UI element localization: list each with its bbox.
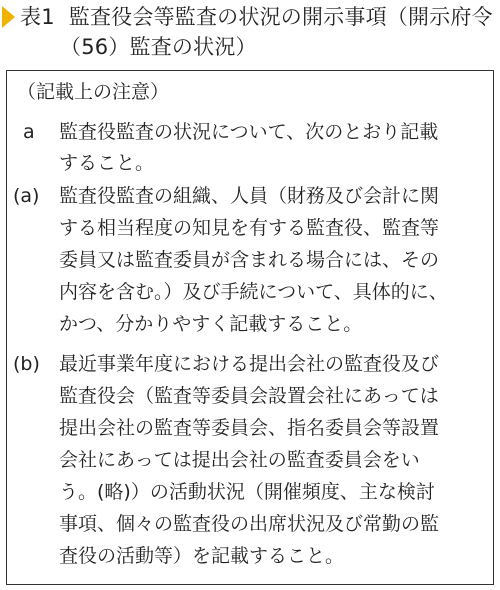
item-a-sub-mark: (a) bbox=[13, 185, 40, 207]
item-a-sub-line-3: 委員又は監査委員が含まれる場合には、その bbox=[59, 249, 440, 271]
item-a-sub-line-4: 内容を含む。）及び手続について、具体的に、 bbox=[59, 281, 448, 303]
item-b-sub-line-7: 査役の活動等）を記載すること。 bbox=[59, 545, 345, 567]
item-a-sub-line-5: かつ、分かりやすく記載すること。 bbox=[59, 313, 363, 335]
notes-heading: （記載上の注意） bbox=[17, 81, 170, 103]
caption-line-1 bbox=[20, 2, 493, 32]
item-b-sub-line-3: 提出会社の監査等委員会、指名委員会等設置 bbox=[59, 417, 440, 439]
item-a-mark: a bbox=[23, 121, 35, 143]
caption-line-2: （56）監査の状況） bbox=[60, 35, 257, 59]
item-a-sub-line-2: する相当程度の知見を有する監査役、監査等 bbox=[59, 217, 440, 239]
triangle-marker-icon bbox=[2, 6, 15, 28]
item-b-sub-mark: (b) bbox=[13, 353, 40, 375]
table-label: 表1 bbox=[20, 5, 55, 29]
item-b-sub-line-2: 監査役会（監査等委員会設置会社にあっては bbox=[59, 385, 439, 407]
item-a-line-1: 監査役監査の状況について、次のとおり記載 bbox=[59, 121, 439, 143]
table-caption bbox=[0, 0, 500, 62]
item-b-sub-line-1: 最近事業年度における提出会社の監査役及び bbox=[59, 353, 440, 375]
item-b-sub-line-5: う。(略)）の活動状況（開催頻度、主な検討 bbox=[59, 481, 435, 503]
caption-title-part-1: 監査役会等監査の状況の開示事項（開示府令 bbox=[68, 5, 493, 29]
item-b-sub-line-4: 会社にあっては提出会社の監査委員会をい bbox=[59, 449, 420, 471]
notes-box bbox=[6, 70, 494, 585]
item-a-line-2: すること。 bbox=[59, 152, 155, 174]
item-a-sub-line-1: 監査役監査の組織、人員（財務及び会計に関 bbox=[59, 185, 440, 207]
item-b-sub-line-6: 事項、個々の監査役の出席状況及び常勤の監 bbox=[59, 513, 440, 535]
